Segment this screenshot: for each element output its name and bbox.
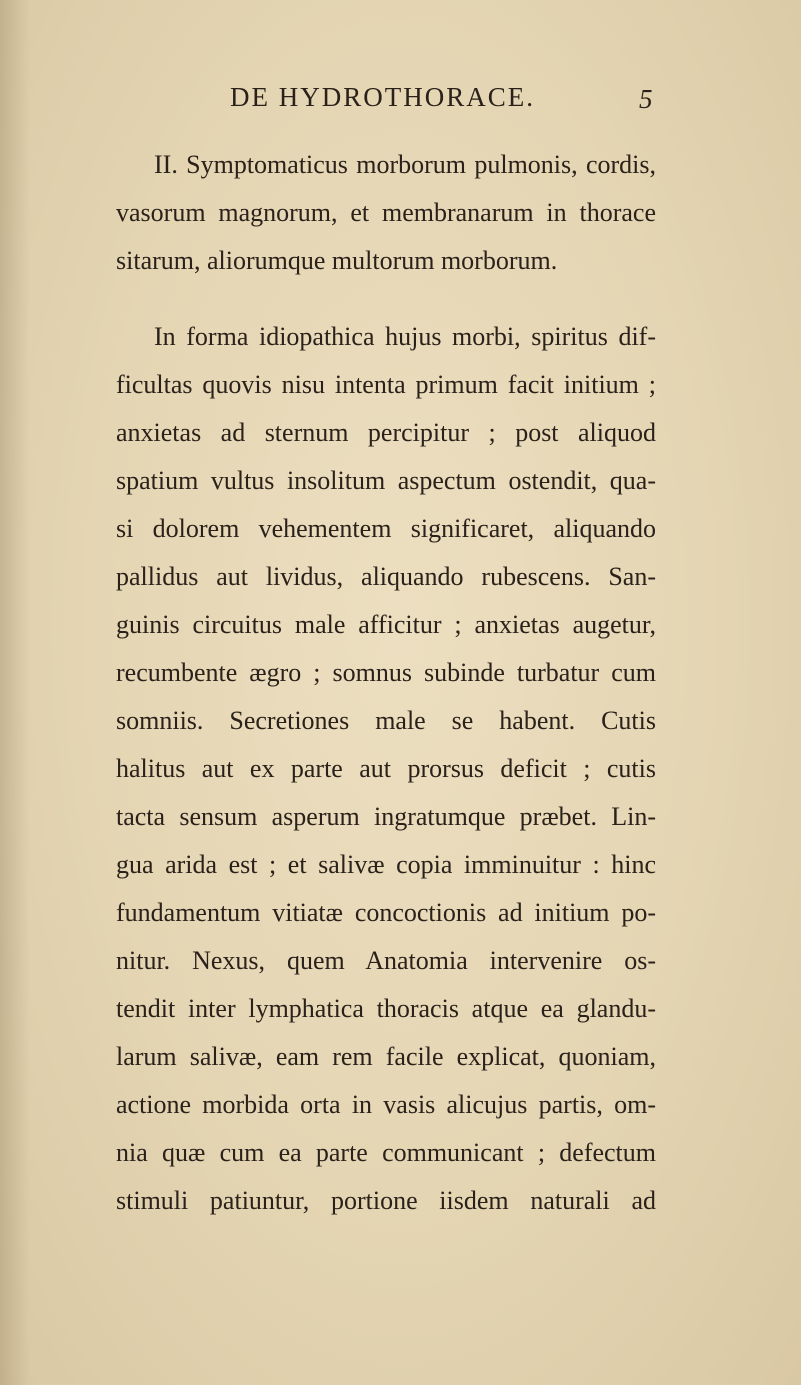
text-line: sitarum, aliorumque multorum morborum. <box>116 246 558 275</box>
text-line: nia quæ cum ea parte communicant ; defectum <box>116 1138 656 1167</box>
text-line: guinis circuitus male afficitur ; anxietas augetur, <box>116 610 656 639</box>
text-line: stimuli patiuntur, portione iisdem naturali ad <box>116 1186 656 1215</box>
text-line: pallidus aut lividus, aliquando rubescens. San- <box>116 562 656 591</box>
page-number: 5 <box>639 84 653 114</box>
text-line: actione morbida orta in vasis alicujus partis, om- <box>116 1090 656 1119</box>
text-line: somniis. Secretiones male se habent. Cutis <box>116 706 656 735</box>
text-line: larum salivæ, eam rem facile explicat, quoniam, <box>116 1042 656 1071</box>
text-line: si dolorem vehementem significaret, aliquando <box>116 514 656 543</box>
text-line: In forma idiopathica hujus morbi, spiritus dif- <box>154 322 656 351</box>
text-line: recumbente ægro ; somnus subinde turbatur cum <box>116 658 656 687</box>
text-line: gua arida est ; et salivæ copia imminuitur : hinc <box>116 850 656 879</box>
text-line: halitus aut ex parte aut prorsus deficit ; cutis <box>116 754 656 783</box>
text-line: vasorum magnorum, et membranarum in thorace <box>116 198 656 227</box>
text-line: fundamentum vitiatæ concoctionis ad initium po- <box>116 898 656 927</box>
text-line: ficultas quovis nisu intenta primum facit initium ; <box>116 370 656 399</box>
text-line: nitur. Nexus, quem Anatomia intervenire os- <box>116 946 656 975</box>
text-line: anxietas ad sternum percipitur ; post aliquod <box>116 418 656 447</box>
text-line: spatium vultus insolitum aspectum ostendit, qua- <box>116 466 656 495</box>
text-line: tacta sensum asperum ingratumque præbet. Lin- <box>116 802 656 831</box>
text-line: tendit inter lymphatica thoracis atque ea glandu- <box>116 994 656 1023</box>
running-title: DE HYDROTHORACE. <box>230 82 535 112</box>
text-line: II. Symptomaticus morborum pulmonis, cordis, <box>154 150 656 179</box>
